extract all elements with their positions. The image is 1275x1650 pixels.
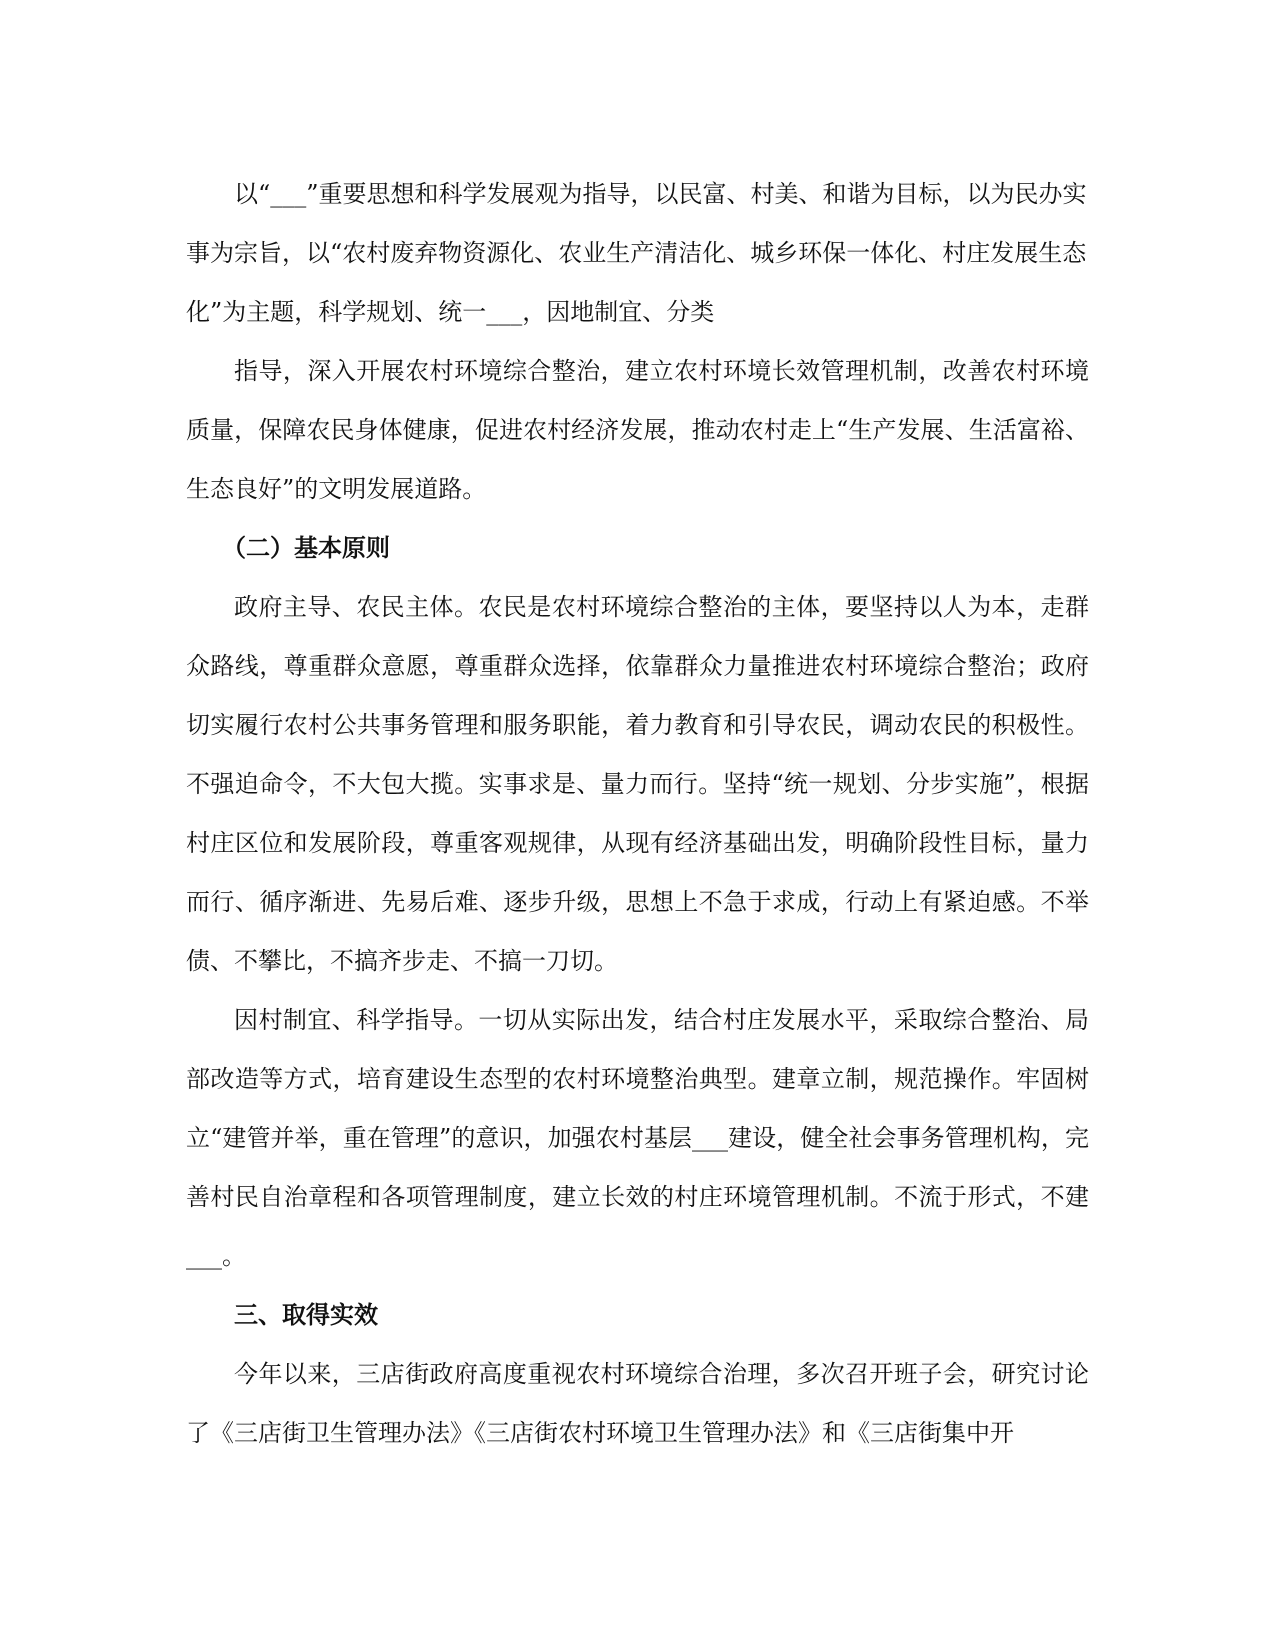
paragraph-principle-local-conditions: 因村制宜、科学指导。一切从实际出发，结合村庄发展水平，采取综合整治、局部改造等方式，培育建设生态型的农村环境整治典型。建章立制，规范操作。牢固树立“建管并举，重在管理”的意识，加强农村基层___建设，健全社会事务管理机构，完善村民自治章程和各项管理制度，建立长效的村庄环境管理机制。不流于形式，不建___。 [186, 1006, 1089, 1270]
section-heading-basic-principles: （二）基本原则 [222, 534, 390, 562]
document-page [186, 165, 1089, 1463]
paragraph-principle-government-led: 政府主导、农民主体。农民是农村环境综合整治的主体，要坚持以人为本，走群众路线，尊重群众意愿，尊重群众选择，依靠群众力量推进农村环境综合整治；政府切实履行农村公共事务管理和服务职能，着力教育和引导农民，调动农民的积极性。不强迫命令，不大包大揽。实事求是、量力而行。坚持“统一规划、分步实施”，根据村庄区位和发展阶段，尊重客观规律，从现有经济基础出发，明确阶段性目标，量力而行、循序渐进、先易后难、逐步升级，思想上不急于求成，行动上有紧迫感。不举债、不攀比，不搞齐步走、不搞一刀切。 [186, 593, 1089, 975]
paragraph-guiding-ideology-continued: 指导，深入开展农村环境综合整治，建立农村环境长效管理机制，改善农村环境质量，保障农民身体健康，促进农村经济发展，推动农村走上“生产发展、生活富裕、生态良好”的文明发展道路。 [186, 357, 1089, 503]
paragraph-results-intro: 今年以来，三店街政府高度重视农村环境综合治理，多次召开班子会，研究讨论了《三店街卫生管理办法》《三店街农村环境卫生管理办法》和《三店街集中开 [186, 1360, 1089, 1447]
paragraph-guiding-ideology: 以“___”重要思想和科学发展观为指导，以民富、村美、和谐为目标，以为民办实事为宗旨，以“农村废弃物资源化、农业生产清洁化、城乡环保一体化、村庄发展生态化”为主题，科学规划、统一___，因地制宜、分类 [186, 180, 1087, 326]
section-heading-results: 三、取得实效 [234, 1301, 378, 1329]
